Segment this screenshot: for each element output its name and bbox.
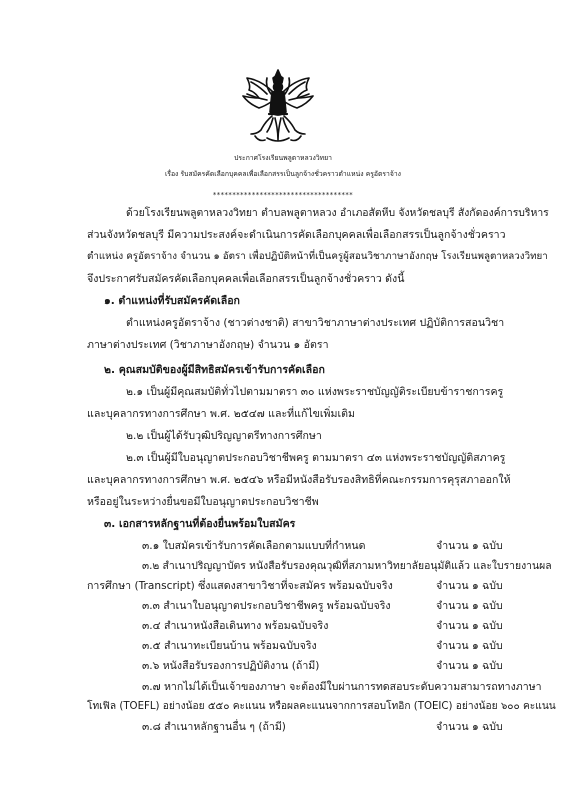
- section-line: หรืออยู่ในระหว่างยื่นขอมีใบอนุญาตประกอบวิชาชีพ: [87, 496, 319, 508]
- document-item: ๓.๒ สำเนาปริญญาบัตร หนังสือรับรองคุณวุฒิที่สภามหาวิทยาลัยอนุมัติแล้ว และใบรายงานผล: [142, 560, 552, 572]
- document-qty: จำนวน ๑ ฉบับ: [436, 600, 503, 612]
- document-item: ๓.๑ ใบสมัครเข้ารับการคัดเลือกตามแบบที่กำหนด: [142, 540, 366, 552]
- garuda-emblem-icon: [237, 68, 319, 146]
- document-qty: จำนวน ๑ ฉบับ: [436, 721, 503, 733]
- document-subject: เรื่อง รับสมัครคัดเลือกบุคคลเพื่อเลือกสรรเป็นลูกจ้างชั่วคราวตำแหน่ง ครูอัตราจ้าง: [164, 170, 401, 178]
- document-item: ๓.๘ สำเนาหลักฐานอื่น ๆ (ถ้ามี): [142, 721, 286, 733]
- section-heading: ๑. ตำแหน่งที่รับสมัครคัดเลือก: [104, 295, 240, 307]
- intro-line: ด้วยโรงเรียนพลูตาหลวงวิทยา ตำบลพลูตาหลวง อำเภอสัตหีบ จังหวัดชลบุรี สังกัดองค์การบริหาร: [126, 207, 549, 219]
- document-item: ๓.๓ สำเนาใบอนุญาตประกอบวิชาชีพครู พร้อมฉบับจริง: [142, 600, 391, 612]
- intro-line: จึงประกาศรับสมัครคัดเลือกบุคคลเพื่อเลือกสรรเป็นลูกจ้างชั่วคราว ดังนี้: [87, 273, 405, 285]
- document-title: ประกาศโรงเรียนพลูตาหลวงวิทยา: [234, 154, 332, 162]
- document-item: ๓.๔ สำเนาหนังสือเดินทาง พร้อมฉบับจริง: [142, 620, 329, 632]
- document-qty: จำนวน ๑ ฉบับ: [436, 660, 503, 672]
- section-line: ๒.๓ เป็นผู้มีใบอนุญาตประกอบวิชาชีพครู ตามมาตรา ๔๓ แห่งพระราชบัญญัติสภาครู: [126, 452, 506, 464]
- document-qty: จำนวน ๑ ฉบับ: [436, 540, 503, 552]
- document-qty: จำนวน ๑ ฉบับ: [436, 640, 503, 652]
- document-item: ๓.๗ หากไม่ได้เป็นเจ้าของภาษา จะต้องมีใบผ่านการทดสอบระดับความสามารถทางภาษา: [142, 681, 542, 693]
- section-heading: ๓. เอกสารหลักฐานที่ต้องยื่นพร้อมใบสมัคร: [104, 518, 296, 530]
- document-item: การศึกษา (Transcript) ซึ่งแสดงสาขาวิชาที่จะสมัคร พร้อมฉบับจริง: [87, 580, 393, 592]
- section-line: ๒.๒ เป็นผู้ได้รับวุฒิปริญญาตรีทางการศึกษา: [126, 430, 322, 442]
- section-heading: ๒. คุณสมบัติของผู้มีสิทธิสมัครเข้ารับการคัดเลือก: [104, 364, 325, 376]
- document-item: ๓.๕ สำเนาทะเบียนบ้าน พร้อมฉบับจริง: [142, 640, 317, 652]
- document-item: โทเฟิล (TOEFL) อย่างน้อย ๕๕๐ คะแนน หรือผลคะแนนจากการสอบโทอิก (TOEIC) อย่างน้อย ๖๐๐ คะแนน: [87, 701, 556, 712]
- section-line: ๒.๑ เป็นผู้มีคุณสมบัติทั่วไปตามมาตรา ๓๐ แห่งพระราชบัญญัติระเบียบข้าราชการครู: [126, 386, 504, 398]
- section-line: ตำแหน่งครูอัตราจ้าง (ชาวต่างชาติ) สาขาวิชาภาษาต่างประเทศ ปฏิบัติการสอนวิชา: [126, 317, 505, 329]
- section-line: และบุคลากรทางการศึกษา พ.ศ. ๒๕๔๗ และที่แก้ไขเพิ่มเติม: [87, 408, 355, 420]
- section-line: ภาษาต่างประเทศ (วิชาภาษาอังกฤษ) จำนวน ๑ อัตรา: [87, 339, 329, 351]
- section-line: และบุคลากรทางการศึกษา พ.ศ. ๒๕๔๖ หรือมีหนังสือรับรองสิทธิที่คณะกรรมการคุรุสภาออกให้: [87, 474, 511, 486]
- document-qty: จำนวน ๑ ฉบับ: [436, 620, 503, 632]
- document-item: ๓.๖ หนังสือรับรองการปฏิบัติงาน (ถ้ามี): [142, 660, 320, 672]
- intro-line: ส่วนจังหวัดชลบุรี มีความประสงค์จะดำเนินการคัดเลือกบุคคลเพื่อเลือกสรรเป็นลูกจ้างชั่วคราว: [87, 229, 506, 241]
- intro-line: ตำแหน่ง ครูอัตราจ้าง จำนวน ๑ อัตรา เพื่อปฏิบัติหน้าที่เป็นครูผู้สอนวิชาภาษาอังกฤษ โรงเรียนพลูตาหลวงวิทยา: [87, 251, 548, 262]
- document-qty: จำนวน ๑ ฉบับ: [436, 580, 503, 592]
- divider: ************************************: [212, 191, 354, 199]
